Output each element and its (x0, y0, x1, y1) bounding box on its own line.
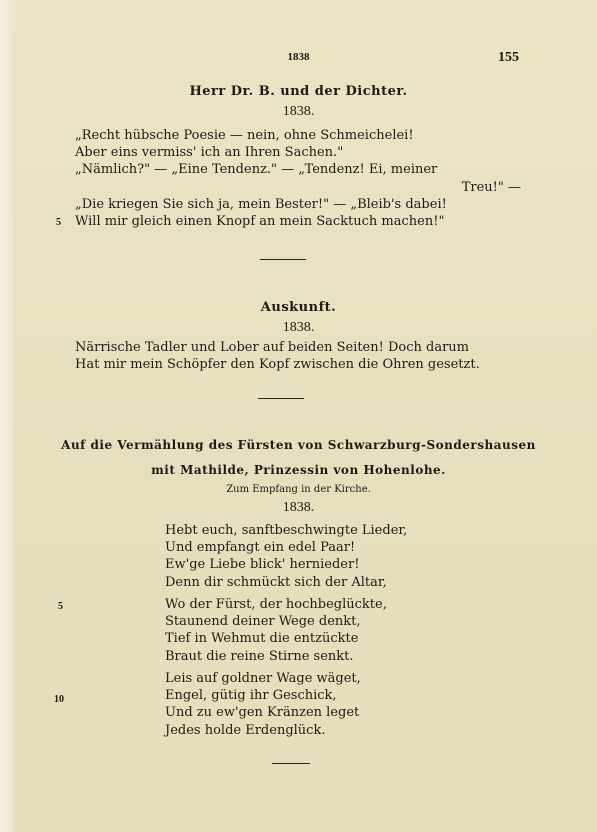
header-year: 1838 (287, 51, 310, 63)
poem2-text (75, 339, 521, 373)
poem1-text (75, 127, 521, 230)
poem-title: Auskunft. (260, 300, 337, 315)
section-divider (260, 259, 306, 260)
verse-line: Braut die reine Stirne senkt. (165, 648, 354, 664)
verse-line: Engel, gütig ihr Geschick, (165, 688, 337, 704)
poem-vermaehlung (20, 436, 577, 518)
section-divider (258, 398, 304, 399)
line-number: 10 (54, 694, 64, 705)
poem-year: 1838. (282, 104, 315, 119)
verse-line: Will mir gleich einen Knopf an mein Sacktuch machen!" (75, 214, 445, 230)
section-divider (272, 763, 310, 764)
poem-year: 1838. (282, 320, 315, 335)
verse-line: Und zu ew'gen Kränzen leget (165, 705, 360, 721)
line-number: 5 (56, 217, 61, 228)
stanza-2 (165, 596, 505, 665)
verse-line: Leis auf goldner Wage wäget, (165, 671, 361, 686)
stanza-3 (165, 670, 505, 739)
verse-line: Staunend deiner Wege denkt, (165, 614, 361, 630)
verse-line: Denn dir schmückt sich der Altar, (165, 574, 387, 590)
verse-line: Ew'ge Liebe blick' hernieder! (165, 557, 360, 573)
poem-year: 1838. (282, 500, 315, 515)
poem-title-continued: mit Mathilde, Prinzessin von Hohenlohe. (151, 463, 446, 477)
verse-line: „Nämlich?" — „Eine Tendenz." — „Tendenz! Ei, meiner (75, 162, 438, 178)
verse-line: Und empfangt ein edel Paar! (165, 540, 356, 556)
verse-line: Tief in Wehmut die entzückte (165, 631, 359, 647)
verse-line: Jedes holde Erdenglück. (165, 722, 326, 738)
verse-line: „Recht hübsche Poesie — nein, ohne Schmeichelei! (75, 128, 414, 143)
running-header (0, 50, 597, 68)
poem-title: Herr Dr. B. und der Dichter. (189, 84, 408, 99)
line-number: 5 (58, 601, 63, 612)
poem-auskunft (0, 298, 597, 338)
poem-herr-dr-b (0, 82, 597, 122)
poem-title: Auf die Vermählung des Fürsten von Schwarzburg-Sondershausen (61, 438, 536, 452)
verse-line: Aber eins vermiss' ich an Ihren Sachen." (75, 145, 344, 161)
stanza-1 (165, 522, 505, 591)
verse-line: Hat mir mein Schöpfer den Kopf zwischen die Ohren gesetzt. (75, 357, 480, 373)
verse-line: Närrische Tadler und Lober auf beiden Seiten! Doch darum (75, 340, 469, 355)
verse-line: „Die kriegen Sie sich ja, mein Bester!" — „Bleib's dabei! (75, 196, 447, 212)
page-edge (0, 0, 14, 832)
verse-line: Wo der Fürst, der hochbeglückte, (165, 597, 387, 612)
verse-line: Hebt euch, sanftbeschwingte Lieder, (165, 523, 408, 538)
page-number: 155 (498, 50, 519, 65)
poem-subtitle: Zum Empfang in der Kirche. (226, 484, 371, 495)
verse-line-continuation: Treu!" — (461, 179, 521, 195)
